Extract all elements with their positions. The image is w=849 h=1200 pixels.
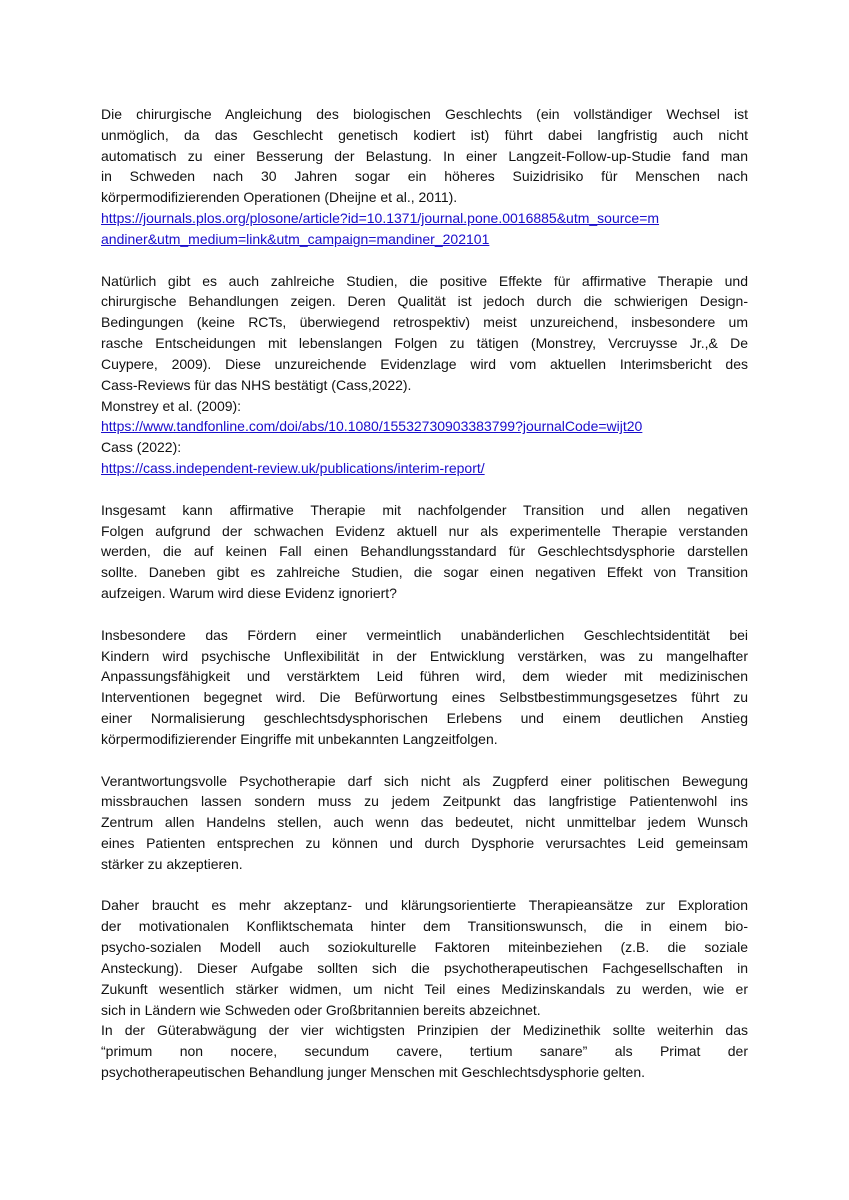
paragraph <box>101 271 748 479</box>
text-line: sollte. Daneben gibt es zahlreiche Studien, die sogar einen negativen Effekt von Transition <box>101 564 748 581</box>
text-line: einer Normalisierung geschlechtsdysphorischen Erlebens und einem deutlichen Anstieg <box>101 710 748 727</box>
text-line: Die chirurgische Angleichung des biologischen Geschlechts (ein vollständiger Wechsel ist <box>101 106 748 122</box>
text-line: sich in Ländern wie Schweden oder Großbritannien bereits abzeichnet. <box>101 1001 541 1018</box>
text-line: In der Güterabwägung der vier wichtigsten Prinzipien der Medizinethik sollte weiterhin das <box>101 1022 748 1039</box>
text-line: Zentrum allen Handelns stellen, auch wenn das bedeutet, nicht unmittelbar jedem Wunsch <box>101 814 748 831</box>
text-line: rasche Entscheidungen mit lebenslangen Folgen zu tätigen (Monstrey, Vercruysse Jr.,& De <box>101 335 748 352</box>
text-line: psychotherapeutischen Behandlung junger Menschen mit Geschlechtsdysphorie gelten. <box>101 1064 646 1081</box>
text-line: werden, die auf keinen Fall einen Behandlungsstandard für Geschlechtsdysphorie darstellen <box>101 543 748 560</box>
text-line: automatisch zu einer Besserung der Belastung. In einer Langzeit-Follow-up-Studie fand man <box>101 147 748 164</box>
reference-link[interactable]: andiner&utm_medium=link&utm_campaign=mandiner_202101 <box>101 230 490 247</box>
text-line: Verantwortungsvolle Psychotherapie darf sich nicht als Zugpferd einer politischen Bewegung <box>101 772 748 789</box>
text-line: Insgesamt kann affirmative Therapie mit nachfolgender Transition und allen negativen <box>101 501 748 518</box>
text-line: Anpassungsfähigkeit und verstärktem Leid führen wird, dem wieder mit medizinischen <box>101 668 748 685</box>
paragraph <box>101 895 748 1082</box>
text-line: Cuypere, 2009). Diese unzureichende Evidenzlage wird vom aktuellen Interimsbericht des <box>101 355 748 372</box>
text-line: Daher braucht es mehr akzeptanz- und klärungsorientierte Therapieansätze zur Exploration <box>101 897 748 914</box>
text-line: eines Patienten entsprechen zu können und durch Dysphorie verursachtes Leid gemeinsam <box>101 834 748 851</box>
paragraph <box>101 500 748 604</box>
reference-link[interactable]: https://journals.plos.org/plosone/article?id=10.1371/journal.pone.0016885&utm_source=m <box>101 210 660 227</box>
text-line: Folgen aufgrund der schwachen Evidenz aktuell nur als experimentelle Therapie verstanden <box>101 522 748 539</box>
text-line: Cass-Reviews für das NHS bestätigt (Cass,2022). <box>101 376 412 393</box>
text-line: Bedingungen (keine RCTs, überwiegend retrospektiv) meist unzureichend, insbesondere um <box>101 314 748 331</box>
text-line: der motivationalen Konfliktschemata hinter dem Transitionswunsch, die in einem bio- <box>101 918 748 935</box>
text-line: unmöglich, da das Geschlecht genetisch kodiert ist) führt dabei langfristig auch nicht <box>101 126 748 143</box>
document-body <box>101 104 748 1104</box>
paragraph <box>101 771 748 875</box>
text-line: Monstrey et al. (2009): <box>101 397 242 414</box>
text-line: Ansteckung). Dieser Aufgabe sollten sich die psychotherapeutischen Fachgesellschaften in <box>101 959 748 976</box>
text-line: Zukunft wesentlich stärker widmen, um nicht Teil eines Medizinskandals zu werden, wie er <box>101 980 748 997</box>
text-line: in Schweden nach 30 Jahren sogar ein höheres Suizidrisiko für Menschen nach <box>101 168 748 185</box>
text-line: körpermodifizierenden Operationen (Dheijne et al., 2011). <box>101 189 458 206</box>
text-line: Cass (2022): <box>101 439 182 456</box>
text-line: missbrauchen lassen sondern muss zu jedem Zeitpunkt das langfristige Patientenwohl ins <box>101 793 748 810</box>
text-line: körpermodifizierender Eingriffe mit unbekannten Langzeitfolgen. <box>101 730 498 747</box>
text-line: stärker zu akzeptieren. <box>101 855 243 872</box>
text-line: Interventionen begegnet wird. Die Befürwortung eines Selbstbestimmungsgesetzes führt zu <box>101 689 748 706</box>
text-line: Kindern wird psychische Unflexibilität in der Entwicklung verstärken, was zu mangelhafter <box>101 647 748 664</box>
reference-link[interactable]: https://cass.independent-review.uk/publications/interim-report/ <box>101 460 485 477</box>
text-line: “primum non nocere, secundum cavere, tertium sanare” als Primat der <box>101 1043 748 1060</box>
paragraph <box>101 625 748 750</box>
text-line: chirurgische Behandlungen zeigen. Deren Qualität ist jedoch durch die schwierigen Design- <box>101 293 748 310</box>
paragraph <box>101 104 748 250</box>
text-line: Natürlich gibt es auch zahlreiche Studien, die positive Effekte für affirmative Therapie und <box>101 272 748 289</box>
reference-link[interactable]: https://www.tandfonline.com/doi/abs/10.1080/15532730903383799?journalCode=wijt20 <box>101 418 643 435</box>
text-line: aufzeigen. Warum wird diese Evidenz ignoriert? <box>101 585 397 602</box>
text-line: Insbesondere das Fördern einer vermeintlich unabänderlichen Geschlechtsidentität bei <box>101 626 748 643</box>
text-line: psycho-sozialen Modell auch soziokulturelle Faktoren miteinbeziehen (z.B. die soziale <box>101 939 748 956</box>
